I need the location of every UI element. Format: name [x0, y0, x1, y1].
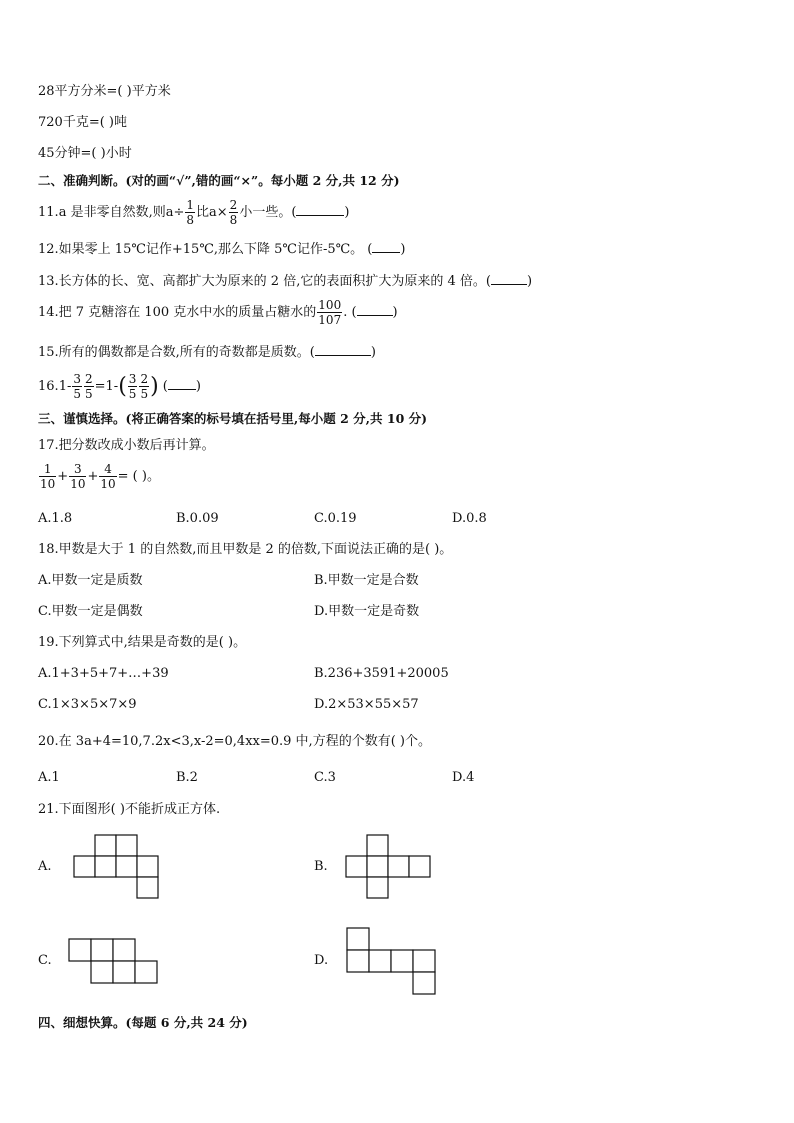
- q11-num: 11.: [38, 205, 59, 220]
- q16-fraction-2: $\frac{2}{5}$: [85, 372, 93, 401]
- cube-net-c: [68, 938, 162, 986]
- q18-option-c[interactable]: C.甲数一定是偶数: [38, 604, 143, 619]
- q17-option-a[interactable]: A.1.8: [38, 511, 73, 526]
- q18-option-b[interactable]: B.甲数一定是合数: [314, 573, 419, 588]
- q21-option-c-label[interactable]: C.: [38, 953, 52, 968]
- q19-option-b[interactable]: B.236+3591+20005: [314, 666, 449, 681]
- question-17-expression: $\frac{1}{10}$ + $\frac{3}{10}$ + $\frac{4}{10}$ = ( )。: [40, 462, 160, 491]
- q16-fraction-1: $\frac{3}{5}$: [73, 372, 81, 401]
- question-19-stem: 19.下列算式中,结果是奇数的是( )。: [38, 635, 247, 650]
- q17-option-d[interactable]: D.0.8: [452, 511, 487, 526]
- q16-fraction-3: $\frac{3}{5}$: [128, 372, 137, 401]
- cube-net-a: [73, 834, 163, 900]
- q19-option-a[interactable]: A.1+3+5+7+…+39: [38, 666, 169, 681]
- q20-option-c[interactable]: C.3: [314, 770, 336, 785]
- q11-fraction-2: $\frac{2}{8}$: [229, 198, 238, 227]
- question-21-stem: 21.下面图形( )不能折成正方体.: [38, 802, 221, 817]
- q19-option-d[interactable]: D.2×53×55×57: [314, 697, 419, 712]
- cube-net-d: [346, 927, 438, 997]
- question-11: 11.a 是非零自然数,则a÷ $\frac{1}{8}$ 比a× $\frac{2}{8}$ 小一些。( ): [38, 198, 350, 227]
- q11-pre: a 是非零自然数,则: [58, 205, 166, 220]
- q13-answer-blank[interactable]: [491, 272, 527, 285]
- question-13: 13.长方体的长、宽、高都扩大为原来的 2 倍,它的表面积扩大为原来的 4 倍。( ): [38, 274, 533, 289]
- right-paren: ): [150, 373, 159, 399]
- q17-option-c[interactable]: C.0.19: [314, 511, 357, 526]
- cube-net-b: [345, 834, 435, 902]
- q14-fraction: $\frac{100}{107}$: [318, 298, 342, 327]
- q14-answer-blank[interactable]: [357, 303, 393, 316]
- q11-expr1: a÷: [165, 205, 185, 220]
- q21-option-d-label[interactable]: D.: [314, 953, 329, 968]
- question-16: 16.1- $\frac{3}{5}$ $\frac{2}{5}$ =1-( $\frac{3}{5}$ $\frac{2}{5}$ ) ( ): [38, 372, 201, 401]
- section4-title: 四、细想快算。(每题 6 分,共 24 分): [38, 1015, 248, 1030]
- q11-expr2: a×: [209, 205, 228, 220]
- q16-fraction-4: $\frac{2}{5}$: [140, 372, 149, 401]
- question-18-stem: 18.甲数是大于 1 的自然数,而且甲数是 2 的倍数,下面说法正确的是( )。: [38, 542, 453, 557]
- q17-fraction-1: $\frac{1}{10}$: [40, 462, 56, 491]
- q21-option-a-label[interactable]: A.: [38, 859, 52, 874]
- q11-post: 小一些。(: [239, 205, 297, 220]
- question-20-stem: 20.在 3a+4=10,7.2x<3,x-2=0,4xx=0.9 中,方程的个数有( )个。: [38, 734, 431, 749]
- conversion-2: 720千克=( )吨: [38, 115, 127, 130]
- q16-answer-blank[interactable]: [168, 377, 196, 390]
- q17-fraction-2: $\frac{3}{10}$: [70, 462, 86, 491]
- question-15: 15.所有的偶数都是合数,所有的奇数都是质数。( ): [38, 345, 376, 360]
- q20-option-d[interactable]: D.4: [452, 770, 475, 785]
- question-14: 14.把 7 克糖溶在 100 克水中水的质量占糖水的 $\frac{100}{107}$ . ( ): [38, 298, 398, 327]
- conversion-3: 45分钟=( )小时: [38, 146, 132, 161]
- q19-option-c[interactable]: C.1×3×5×7×9: [38, 697, 137, 712]
- section3-title: 三、谨慎选择。(将正确答案的标号填在括号里,每小题 2 分,共 10 分): [38, 411, 428, 426]
- q18-option-d[interactable]: D.甲数一定是奇数: [314, 604, 420, 619]
- question-12: 12.如果零上 15℃记作+15℃,那么下降 5℃记作-5℃。 ( ): [38, 242, 406, 257]
- q17-fraction-3: $\frac{4}{10}$: [100, 462, 116, 491]
- q11-answer-blank[interactable]: [296, 203, 344, 216]
- q21-option-b-label[interactable]: B.: [314, 859, 328, 874]
- q17-option-b[interactable]: B.0.09: [176, 511, 219, 526]
- q18-option-a[interactable]: A.甲数一定是质数: [38, 573, 143, 588]
- q11-fraction-1: $\frac{1}{8}$: [186, 198, 194, 227]
- left-paren: (: [118, 373, 127, 399]
- q20-option-a[interactable]: A.1: [38, 770, 60, 785]
- q12-answer-blank[interactable]: [372, 240, 400, 253]
- section2-title: 二、准确判断。(对的画“√”,错的画“×”。每小题 2 分,共 12 分): [38, 173, 400, 188]
- question-17-stem: 17.把分数改成小数后再计算。: [38, 438, 215, 453]
- q15-answer-blank[interactable]: [315, 343, 371, 356]
- q20-option-b[interactable]: B.2: [176, 770, 198, 785]
- conversion-1: 28平方分米=( )平方米: [38, 84, 171, 99]
- q11-mid: 比: [196, 205, 210, 220]
